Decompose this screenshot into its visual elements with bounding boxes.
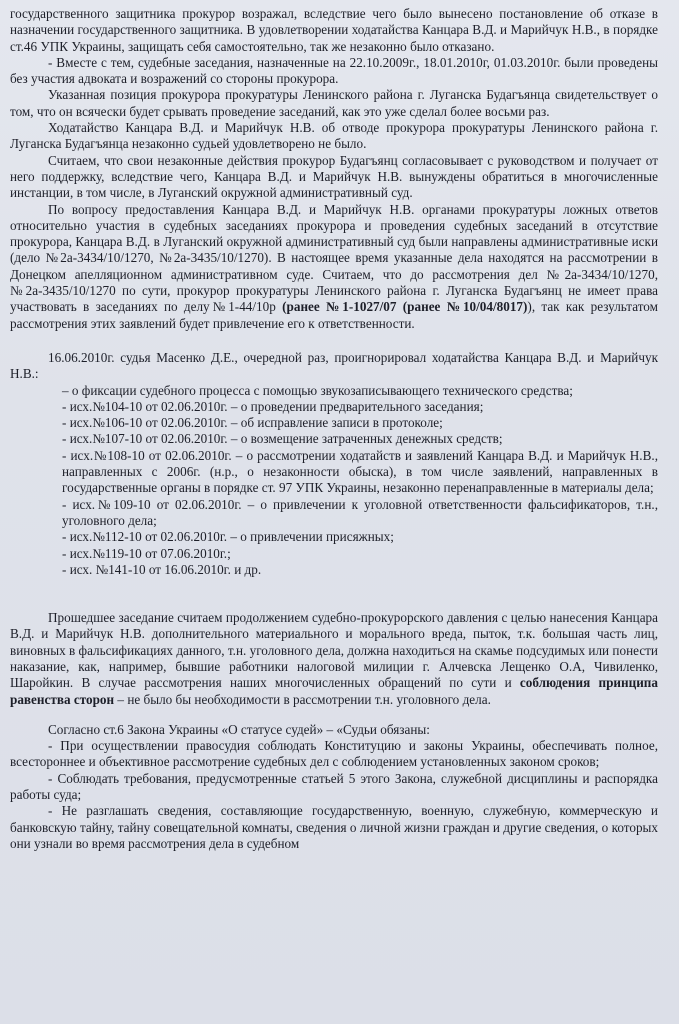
list-item: - исх.№109-10 от 02.06.2010г. – о привлечении к уголовной ответственности фальсификаторов, т.н., уголовного дела;: [62, 496, 658, 528]
list-item: - исх.№106-10 от 02.06.2010г. – об исправление записи в протоколе;: [62, 415, 443, 431]
bold-run: соблюдения принципа равенства сторон: [10, 675, 659, 707]
paragraph: Указанная позиция прокурора прокуратуры Ленинского района г. Луганска Будагъянца свидетельствует о том, что он всячески будет срывать проведение заседаний, как это уже сделал более восьми раз.: [10, 87, 658, 119]
paragraph: Ходатайство Канцара В.Д. и Марийчук Н.В. об отводе прокурора прокуратуры Ленинского района г. Луганска Будагъянца незаконно судьей удовлетворено не было.: [10, 120, 658, 152]
text-run: Прошедшее заседание считаем продолжением судебно-прокурорского давления с целью нанесения Канцара В.Д. и Марийчук Н.В. дополнительного материального и морального вреда, пыток, т.к. большая часть лиц, виновных в фальсификациях данного, т.н. уголовного дела, должна находиться на скамье подсудимых или понести наказание, как, например, бывшие работники налоговой милиции г. Алчевска Лещенко О.А, Чивиленко, Шаройкин. В случае рассмотрения наших многочисленных обращений по сути и: [10, 610, 658, 691]
paragraph: - Соблюдать требования, предусмотренные статьей 5 этого Закона, служебной дисциплины и распорядка работы суда;: [10, 770, 658, 803]
list-item: – о фиксации судебного процесса с помощью звукозаписывающего технического средства;: [62, 382, 573, 398]
paragraph: [10, 610, 658, 708]
list-item: - исх. №141-10 от 16.06.2010г. и др.: [62, 561, 262, 577]
document-body: [10, 6, 658, 852]
list-item: - исх.№119-10 от 07.06.2010г.;: [62, 545, 231, 561]
list-item: - исх.№108-10 от 02.06.2010г. – о рассмотрении ходатайств и заявлений Канцара В.Д. и Марийчук Н.В., направленных с 2006г. (н.р., о незаконности обыска), в том числе заявлений, направленных в государственные органы в порядке ст. 97 УПК Украины, незаконно перенаправленные в материалы дела;: [62, 447, 658, 496]
paragraph: - Не разглашать сведения, составляющие государственную, военную, служебную, коммерческую и банковскую тайну, тайну совещательной комнаты, сведения о личной жизни граждан и другие сведения, о которых они узнали во время рассмотрения дела в судебном: [10, 803, 658, 851]
paragraph: Считаем, что свои незаконные действия прокурор Будагъянц согласовывает с руководством и получает от него поддержку, вследствие чего, Канцара В.Д. и Марийчук Н.В. вынуждены обратиться в многочисленные инстанции, в том числе, в Луганский окружной административный суд.: [10, 152, 658, 201]
paragraph: Согласно ст.6 Закона Украины «О статусе судей» – «Судьи обязаны:: [48, 721, 430, 737]
text-run: По вопросу предоставления Канцара В.Д. и Марийчук Н.В. органами прокуратуры ложных ответов относительно участия в судебных заседаниях прокурора и проведения судебных заседаний в отсутствие прокурора, Канцара В.Д. в Луганский окружной административный суд были направлены административные иски (дело №2а-3434/10/1270, №2а-3435/10/1270). В настоящее время указанные дела находятся на рассмотрении в Донецком апелляционном административном суде. Считаем, что до рассмотрения дел №2а-3434/10/1270, №2а-3435/10/1270 по сути, прокурор прокуратуры Ленинского района г. Луганска Будагъянц не имеет права участвовать в заседаниях по делу№1-44/10р: [10, 201, 658, 315]
list-item: - исх.№107-10 от 02.06.2010г. – о возмещение затраченных денежных средств;: [62, 431, 503, 447]
paragraph: - Вместе с тем, судебные заседания, назначенные на 22.10.2009г., 18.01.2010г, 01.03.2010г. были проведены без участия адвоката и возражений со стороны прокурора.: [10, 54, 658, 87]
bold-run: (ранее №1-1027/07 (ранее №10/04/8017): [282, 299, 528, 315]
text-run: – не было бы необходимости в рассмотрении т.н. уголовного дела.: [117, 691, 491, 707]
text-run: ), так как результатом рассмотрения этих заявлений будет привлечение его к ответственности.: [10, 299, 658, 331]
paragraph: - При осуществлении правосудия соблюдать Конституцию и законы Украины, обеспечивать полное, всестороннее и объективное рассмотрение судебных дел с соблюдением установленных законом сроков;: [10, 738, 658, 770]
petition-list: [10, 383, 658, 579]
list-item: - исх.№104-10 от 02.06.2010г. – о проведении предварительного заседания;: [62, 398, 484, 414]
list-item: - исх.№112-10 от 02.06.2010г. – о привлечении присяжных;: [62, 529, 394, 545]
paragraph: [10, 202, 658, 332]
paragraph: 16.06.2010г. судья Масенко Д.Е., очередной раз, проигнорировал ходатайства Канцара В.Д. и Марийчук Н.В.:: [10, 349, 658, 382]
paragraph: государственного защитника прокурор возражал, вследствие чего было вынесено постановление об отказе в назначении государственного защитника. В удовлетворении ходатайства Канцара В.Д. и Марийчук Н.В., в порядке ст.46 УПК Украины, защищать себя самостоятельно, так же незаконно было отказано.: [10, 6, 658, 54]
